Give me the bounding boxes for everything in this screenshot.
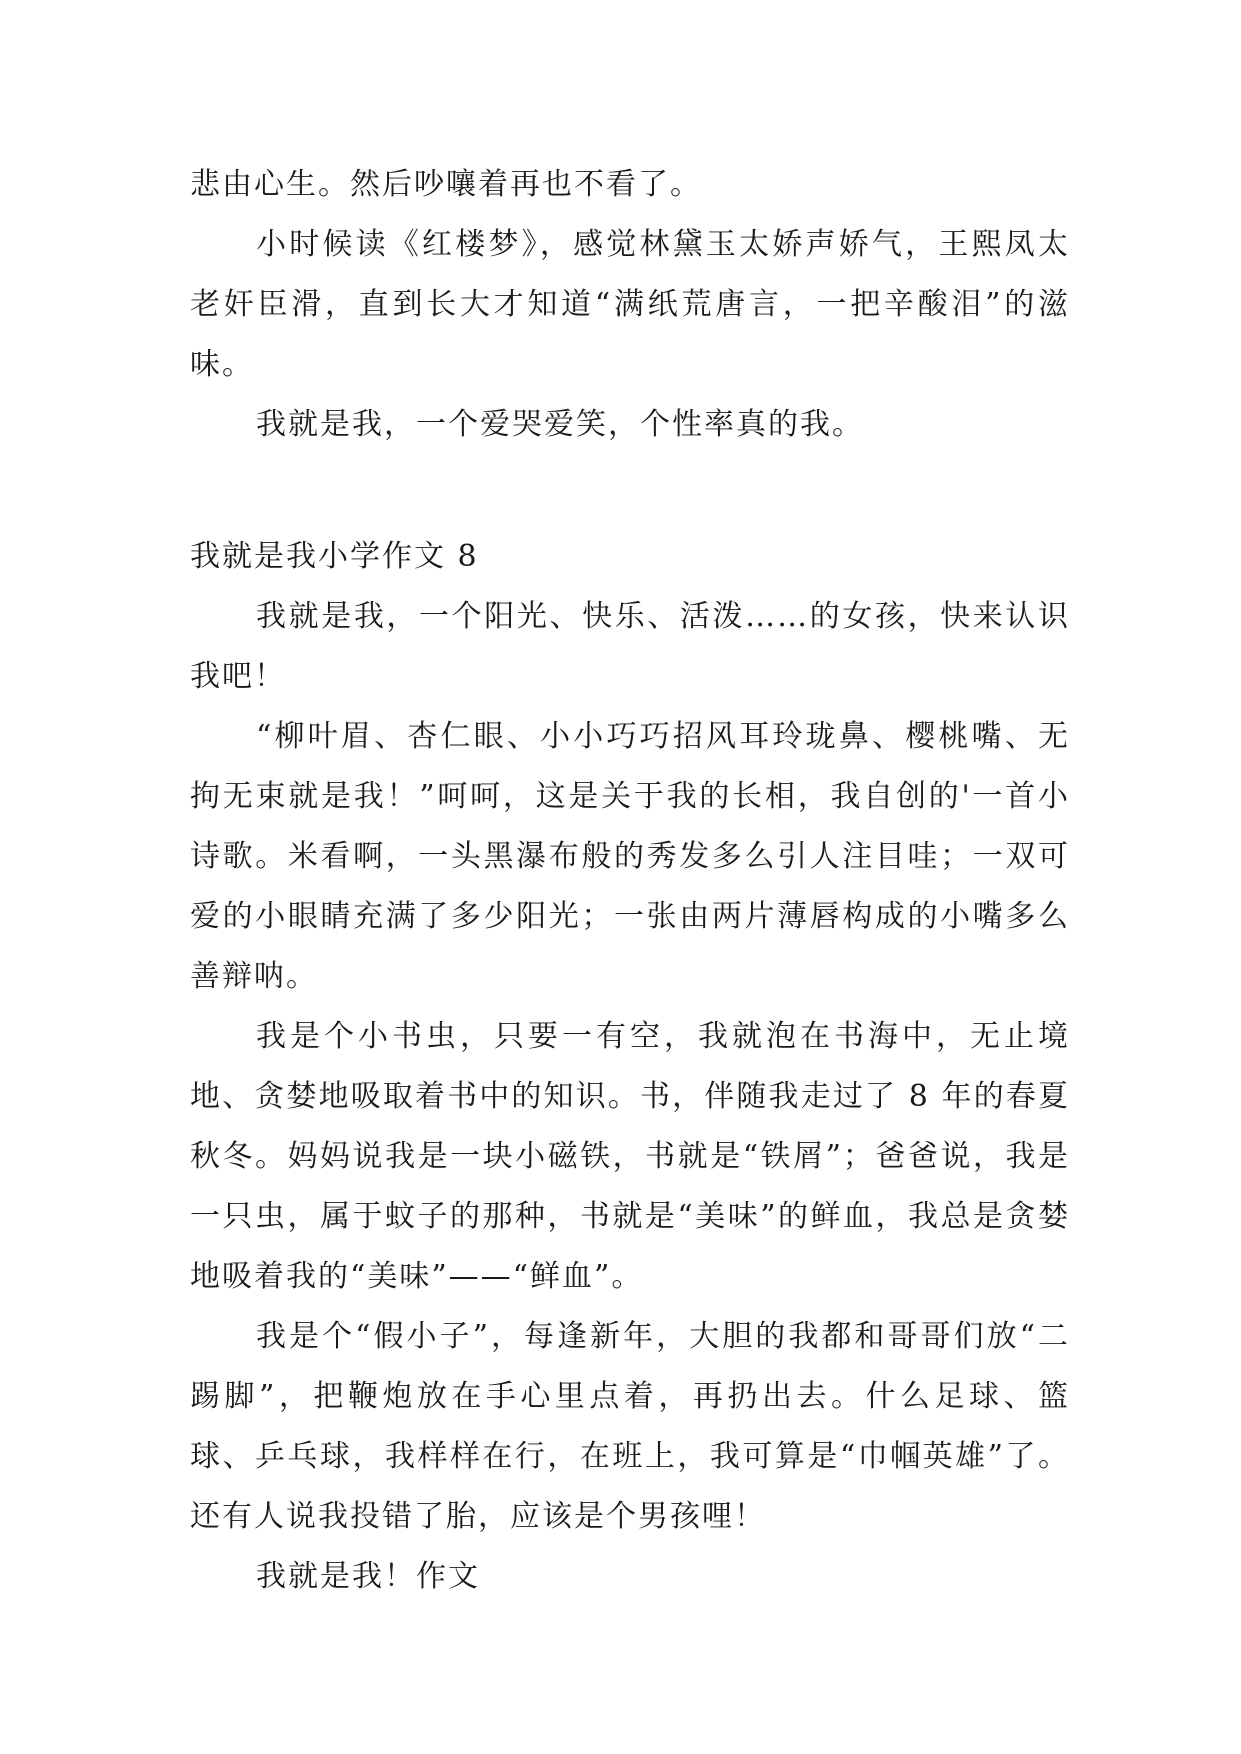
paragraph-intro: 我就是我，一个阳光、快乐、活泼……的女孩，快来认识我吧！ (190, 599, 1070, 694)
paragraph-tomboy: 我是个“假小子”，每逢新年，大胆的我都和哥哥们放“二踢脚”，把鞭炮放在手心里点着，再扔出去。什么足球、篮球、乒乓球，我样样在行，在班上，我可算是“巾帼英雄”了。还有人说我投错了胎，应该是个男孩哩！ (190, 1319, 1070, 1534)
paragraph-appearance: “柳叶眉、杏仁眼、小小巧巧招风耳玲珑鼻、樱桃嘴、无拘无束就是我！”呵呵，这是关于我的长相，我自创的'一首小诗歌。米看啊，一头黑瀑布般的秀发多么引人注目哇；一双可爱的小眼睛充满了多少阳光；一张由两片薄唇构成的小嘴多么善辩呐。 (190, 719, 1070, 994)
document-body (190, 155, 1070, 1607)
paragraph-continuation: 悲由心生。然后吵嚷着再也不看了。 (190, 167, 702, 202)
paragraph-closing-title: 我就是我！作文 (256, 1559, 480, 1594)
section-heading: 我就是我小学作文 8 (190, 539, 479, 574)
paragraph-conclusion: 我就是我，一个爱哭爱笑，个性率真的我。 (256, 407, 864, 442)
paragraph-hongloumeng: 小时候读《红楼梦》，感觉林黛玉太娇声娇气，王熙凤太老奸臣滑，直到长大才知道“满纸荒唐言，一把辛酸泪”的滋味。 (190, 227, 1070, 382)
paragraph-bookworm: 我是个小书虫，只要一有空，我就泡在书海中，无止境地、贪婪地吸取着书中的知识。书，伴随我走过了 8 年的春夏秋冬。妈妈说我是一块小磁铁，书就是“铁屑”；爸爸说，我是一只虫，属于蚊子的那种，书就是“美味”的鲜血，我总是贪婪地吸着我的“美味”——“鲜血”。 (190, 1019, 1070, 1294)
